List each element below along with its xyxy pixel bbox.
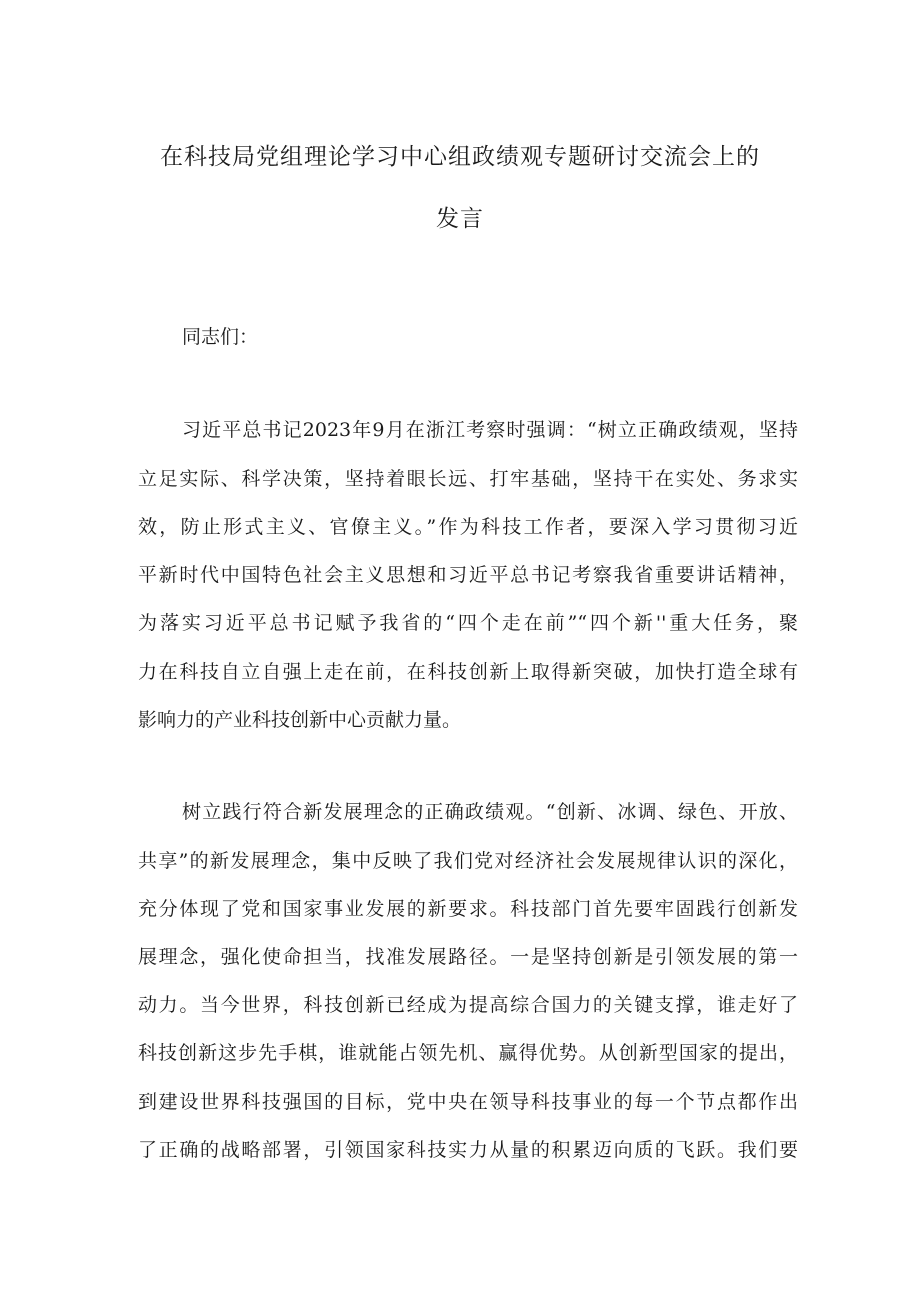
paragraph-line: 平新时代中国特色社会主义思想和习近平总书记考察我省重要讲话精神，	[138, 564, 798, 586]
paragraph-line: 为落实习近平总书记赋予我省的“四个走在前”“四个新''重大任务，聚	[138, 612, 798, 634]
paragraph-line: 效，防止形式主义、官僚主义。”作为科技工作者，要深入学习贯彻习近	[138, 516, 798, 538]
paragraph-line: 展理念，强化使命担当，找准发展路径。一是坚持创新是引领发展的第一	[138, 946, 798, 968]
document-title-line-1: 在科技局党组理论学习中心组政绩观专题研讨交流会上的	[160, 144, 760, 170]
paragraph-line: 共享”的新发展理念，集中反映了我们党对经济社会发展规律认识的深化，	[138, 850, 798, 872]
paragraph-line: 影响力的产业科技创新中心贡献力量。	[138, 709, 462, 731]
paragraph-line: 习近平总书记2023年9月在浙江考察时强调：“树立正确政绩观，坚持	[182, 419, 798, 441]
paragraph-line: 到建设世界科技强国的目标，党中央在领导科技事业的每一个节点都作出	[138, 1091, 798, 1113]
paragraph-line: 充分体现了党和国家事业发展的新要求。科技部门首先要牢固践行创新发	[138, 898, 798, 920]
salutation: 同志们：	[182, 326, 259, 348]
paragraph-line: 力在科技自立自强上走在前，在科技创新上取得新突破，加快打造全球有	[138, 661, 798, 683]
document-title-line-2: 发言	[436, 206, 484, 232]
paragraph-line: 了正确的战略部署，引领国家科技实力从量的积累迈向质的飞跃。我们要	[138, 1139, 798, 1161]
paragraph-line: 立足实际、科学决策，坚持着眼长远、打牢基础，坚持干在实处、务求实	[138, 468, 798, 490]
paragraph-line: 动力。当今世界，科技创新已经成为提高综合国力的关键支撑，谁走好了	[138, 994, 798, 1016]
paragraph-line: 科技创新这步先手棋，谁就能占领先机、赢得优势。从创新型国家的提出，	[138, 1042, 798, 1064]
paragraph-line: 树立践行符合新发展理念的正确政绩观。“创新、冰调、绿色、开放、	[182, 801, 798, 823]
